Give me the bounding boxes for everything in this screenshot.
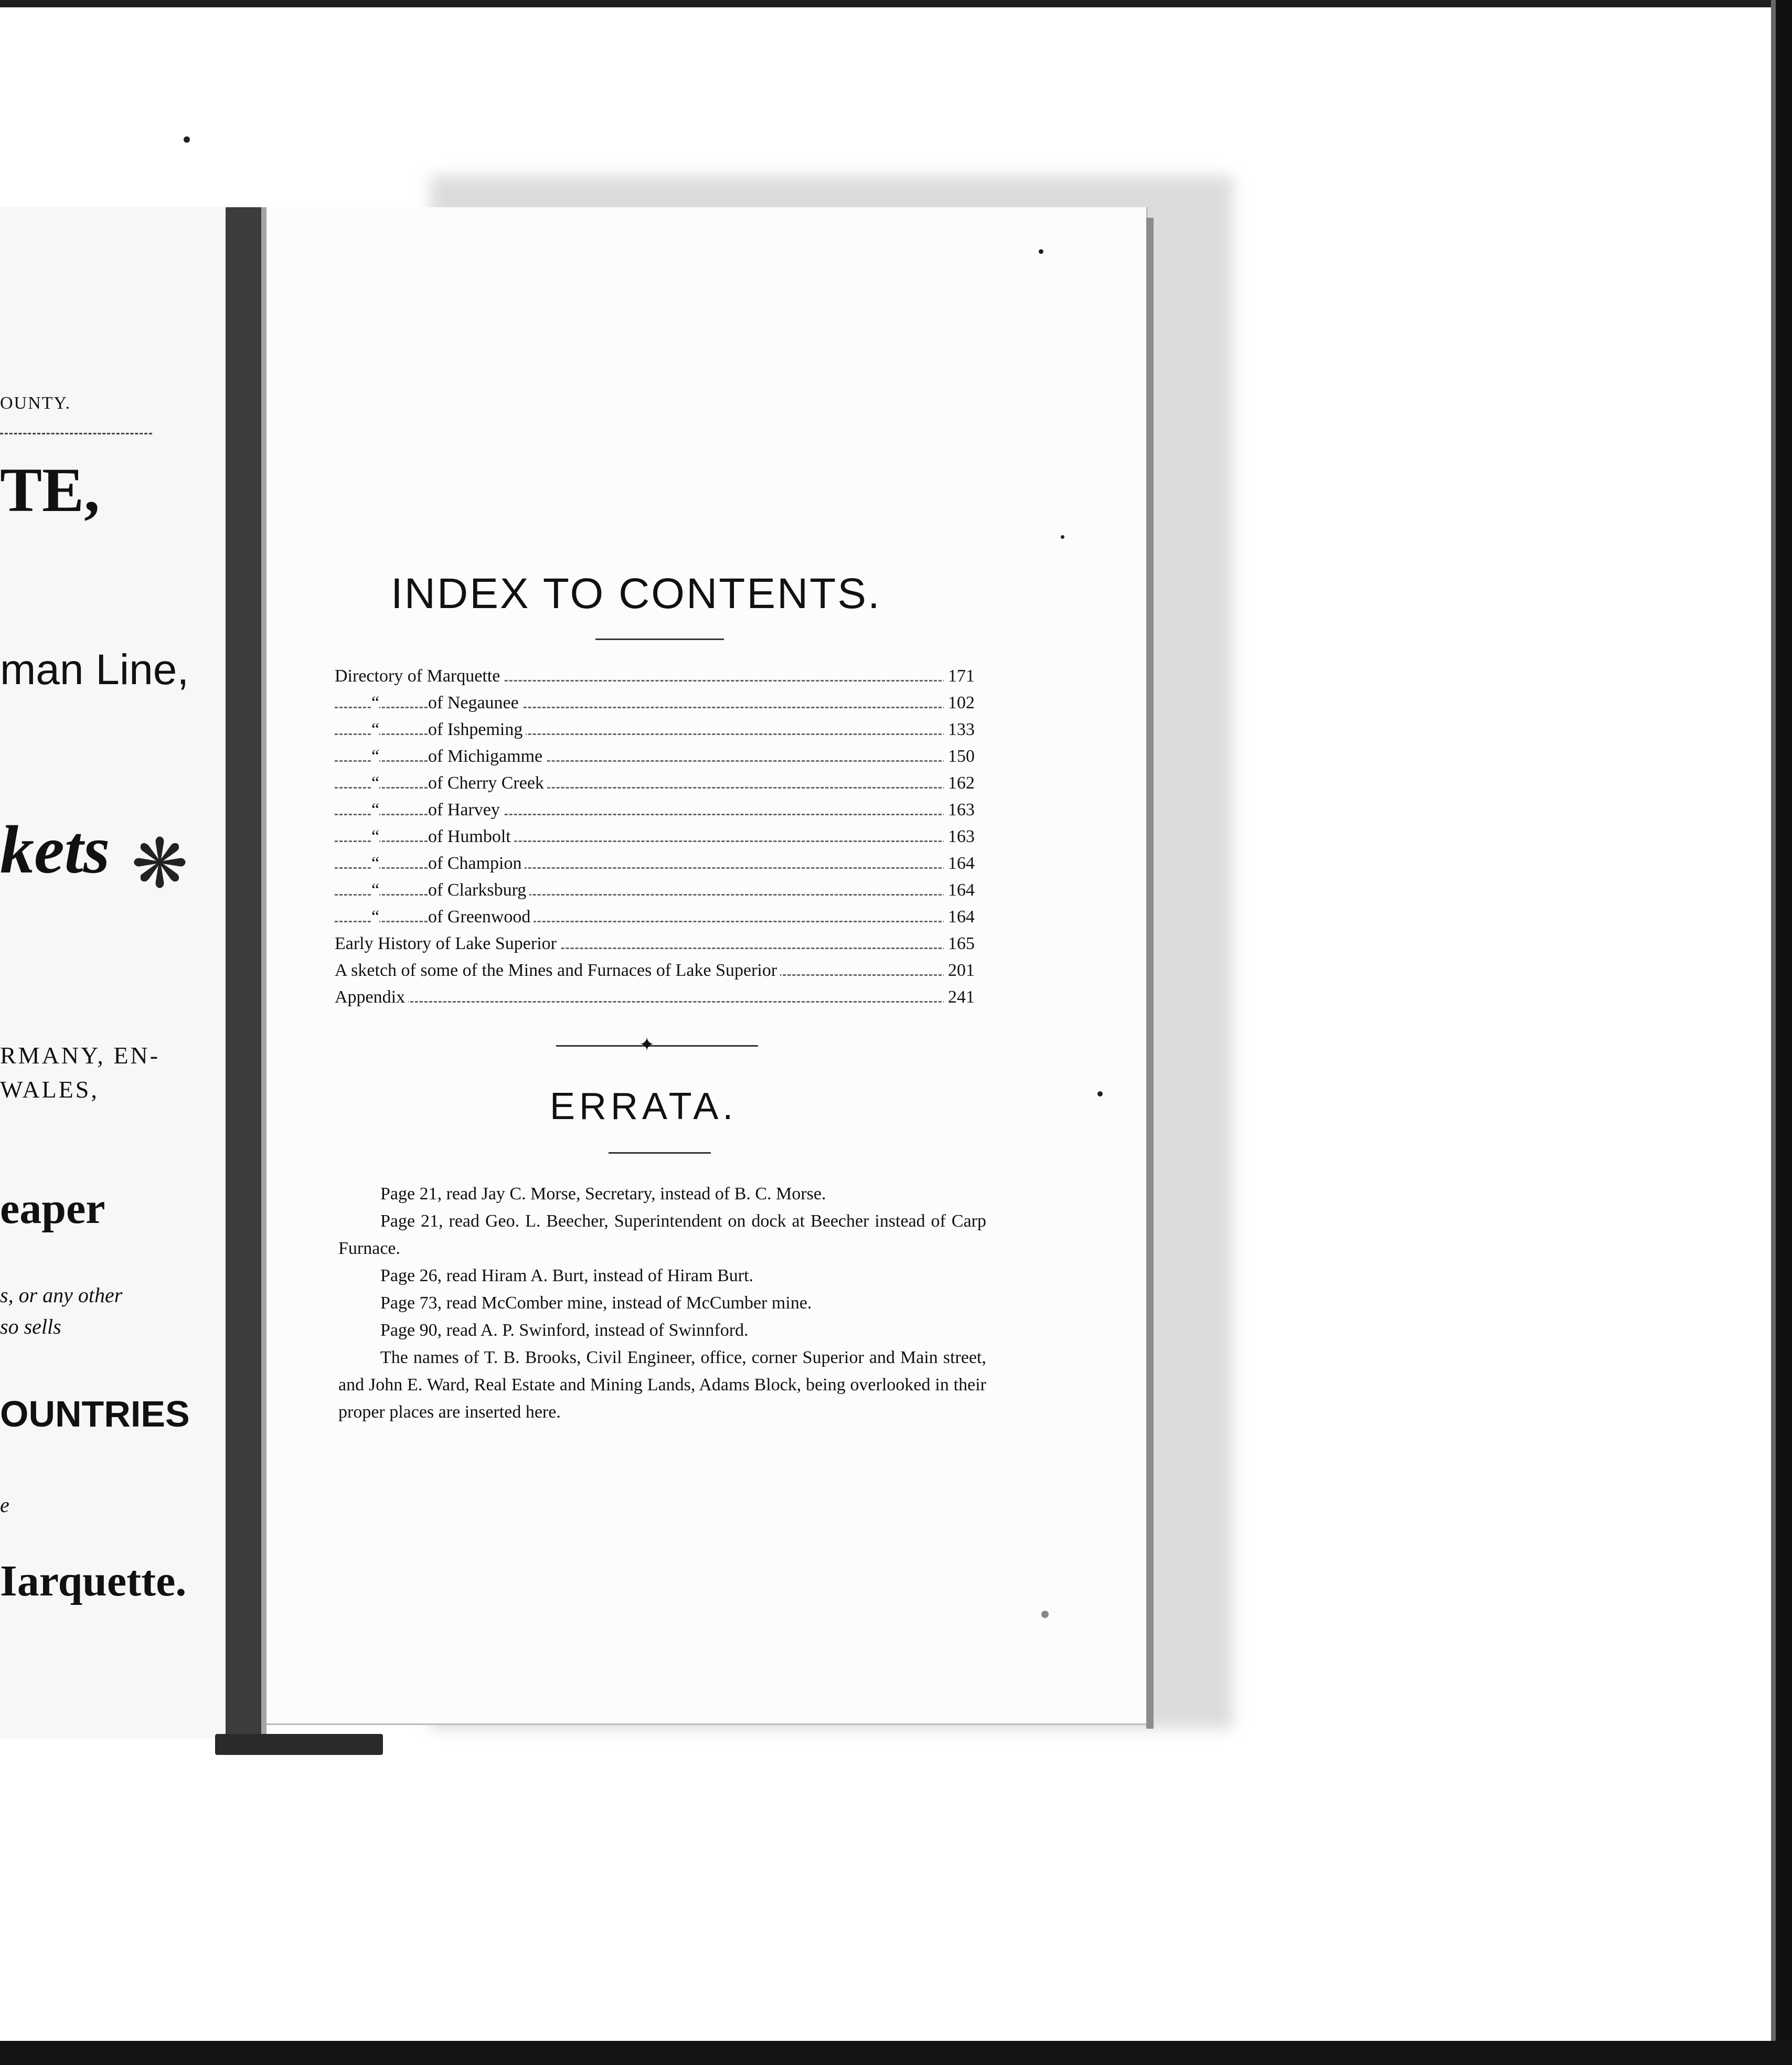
facing-germany-text: RMANY, EN- (0, 1042, 160, 1069)
scan-speck (1041, 1611, 1049, 1618)
toc-leader (335, 1001, 975, 1003)
toc-label: of Cherry Creek (428, 773, 547, 793)
toc-page: 102 (944, 693, 975, 713)
ditto-mark: “ (371, 747, 380, 766)
facing-tickets-text: kets (0, 812, 110, 888)
toc-label: of Clarksburg (428, 880, 529, 900)
toc-label: A sketch of some of the Mines and Furnaces of Lake Superior (335, 961, 780, 981)
toc-page: 163 (944, 827, 975, 847)
facing-county-text: OUNTY. (0, 393, 71, 413)
toc-label: of Harvey (428, 800, 503, 820)
toc-row (335, 773, 975, 800)
facing-countries-text: OUNTRIES (0, 1393, 190, 1434)
scan-speck (1039, 249, 1043, 254)
facing-sells-text: so sells (0, 1315, 61, 1338)
toc-page: 201 (944, 961, 975, 981)
errata-item: Page 21, read Jay C. Morse, Secretary, instead of B. C. Morse. (380, 1184, 826, 1204)
errata-item: The names of T. B. Brooks, Civil Engineer, office, corner Superior and Main street, and John E. Ward, Real Estate and Mining Lands, Adams Block, being overlooked in their proper places are inserted here. (338, 1348, 986, 1422)
errata-item: Page 21, read Geo. L. Beecher, Superintendent on dock at Beecher instead of Carp Furnace. (338, 1211, 986, 1258)
ditto-mark: “ (371, 693, 380, 712)
toc-label: of Ishpeming (428, 720, 526, 740)
ditto-mark: “ (371, 907, 380, 927)
toc-page: 165 (944, 934, 975, 954)
toc-row (335, 854, 975, 880)
facing-line-text: man Line, (0, 646, 189, 694)
facing-page (0, 207, 231, 1739)
facing-e-text: e (0, 1493, 9, 1517)
toc-row (335, 720, 975, 747)
errata-item: Page 26, read Hiram A. Burt, instead of Hiram Burt. (380, 1266, 754, 1285)
facing-wales-text: WALES, (0, 1076, 99, 1103)
toc-label: Early History of Lake Superior (335, 934, 560, 954)
toc-row (335, 693, 975, 720)
facing-marquette-text: Iarquette. (0, 1557, 187, 1605)
toc-row (335, 907, 975, 934)
toc-page: 150 (944, 747, 975, 767)
ditto-mark: “ (371, 827, 380, 846)
scan-border-right-inner (1771, 0, 1776, 2065)
toc-page: 163 (944, 800, 975, 820)
toc-row (335, 800, 975, 827)
toc-row (335, 666, 975, 693)
toc-label: of Champion (428, 854, 525, 874)
ditto-mark: “ (371, 720, 380, 739)
scan-speck (1097, 1091, 1103, 1097)
ornament-icon: ✦ (639, 1034, 655, 1055)
errata-title: ERRATA. (550, 1085, 738, 1127)
toc-label: of Negaunee (428, 693, 522, 713)
toc-page: 164 (944, 907, 975, 927)
scan-speck (1061, 535, 1064, 539)
facing-other-text: s, or any other (0, 1283, 123, 1307)
errata-rule (609, 1152, 711, 1154)
toc-label: of Michigamme (428, 747, 546, 767)
toc-page: 171 (944, 666, 975, 686)
table-of-contents (335, 666, 975, 1014)
ornamental-rule (556, 1045, 758, 1047)
ditto-mark: “ (371, 773, 380, 793)
toc-label: of Humbolt (428, 827, 514, 847)
toc-page: 164 (944, 854, 975, 874)
toc-page: 162 (944, 773, 975, 793)
toc-row (335, 934, 975, 961)
facing-dashed-rule (0, 433, 152, 434)
toc-label: of Greenwood (428, 907, 534, 927)
toc-label: Directory of Marquette (335, 666, 503, 686)
facing-heading-te: TE, (0, 455, 100, 525)
ditto-mark: “ (371, 854, 380, 873)
book-spine-foot (215, 1734, 383, 1755)
index-title: INDEX TO CONTENTS. (391, 570, 881, 618)
ditto-mark: “ (371, 800, 380, 819)
scan-border-top (0, 0, 1792, 7)
title-rule (595, 638, 724, 640)
book-spine-highlight (261, 207, 266, 1739)
scan-border-bottom (0, 2041, 1792, 2065)
errata-list (338, 1180, 986, 1426)
toc-row (335, 747, 975, 773)
scan-border-right (1776, 0, 1792, 2065)
toc-row (335, 880, 975, 907)
toc-page: 133 (944, 720, 975, 740)
errata-item: Page 73, read McComber mine, instead of McCumber mine. (380, 1293, 812, 1313)
book-spine (226, 207, 261, 1739)
scan-speck (184, 136, 190, 143)
toc-row (335, 827, 975, 854)
toc-page: 164 (944, 880, 975, 900)
page-edge (1146, 218, 1154, 1729)
errata-item: Page 90, read A. P. Swinford, instead of Swinnford. (380, 1321, 749, 1340)
toc-label: Appendix (335, 987, 408, 1007)
facing-cheaper-text: eaper (0, 1184, 105, 1233)
toc-row (335, 961, 975, 987)
toc-page: 241 (944, 987, 975, 1007)
ditto-mark: “ (371, 880, 380, 900)
facing-ornament-icon: ❋ (131, 827, 188, 902)
toc-row (335, 987, 975, 1014)
